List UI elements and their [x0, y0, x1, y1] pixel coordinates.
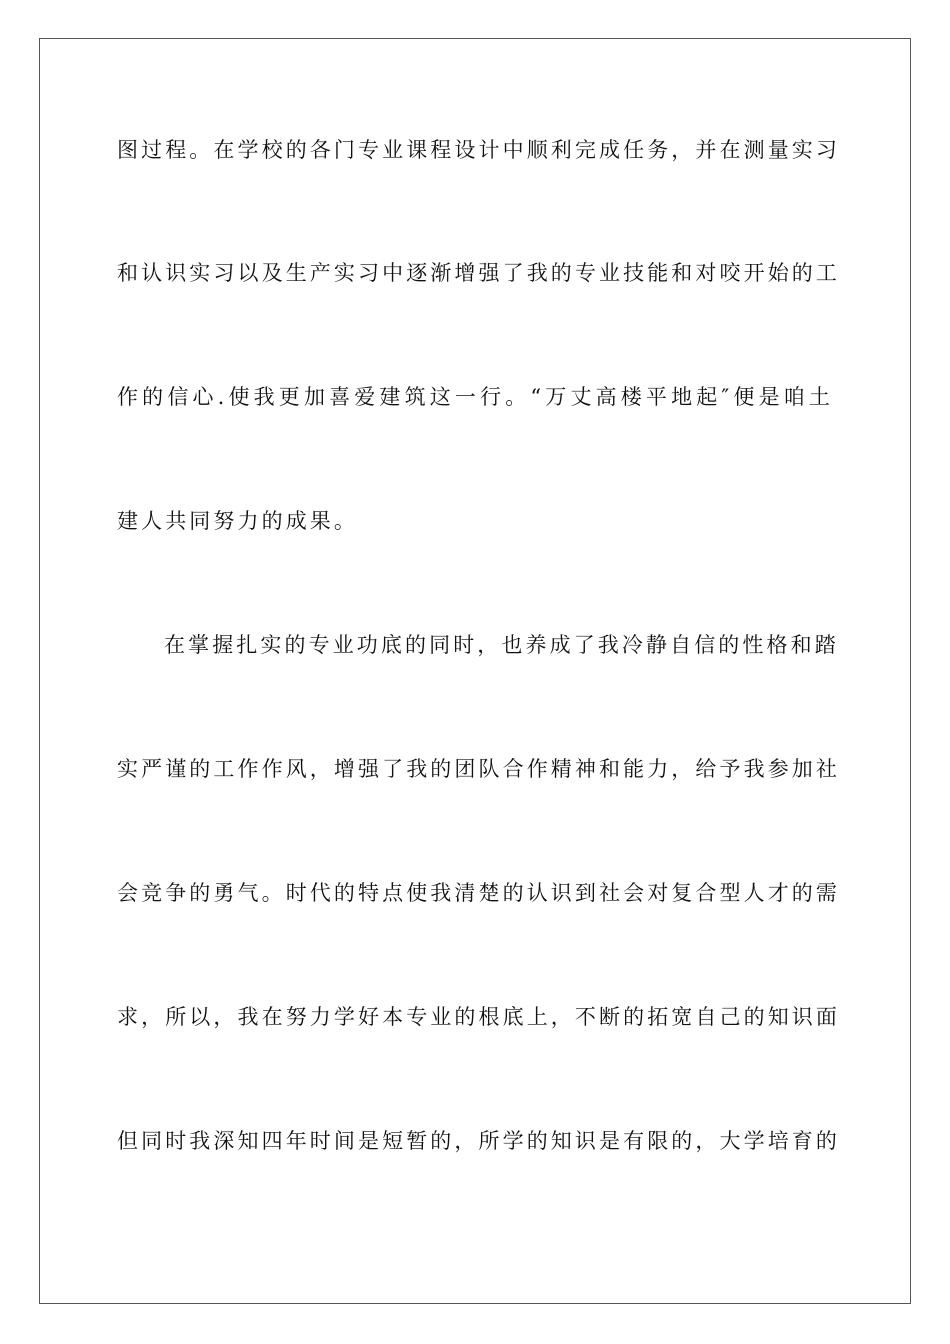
paragraph-line: 求，所以，我在努力学好本专业的根底上，不断的拓宽自己的知识面	[117, 1005, 840, 1029]
paragraph-line: 会竞争的勇气。时代的特点使我清楚的认识到社会对复合型人才的需	[117, 881, 840, 905]
paragraph-line: 建人共同努力的成果。	[117, 509, 358, 533]
paragraph-line: 图过程。在学校的各门专业课程设计中顺利完成任务，并在测量实习	[117, 138, 840, 162]
paragraph-line: 在掌握扎实的专业功底的同时，也养成了我冷静自信的性格和踏	[164, 633, 839, 657]
paragraph-line: 但同时我深知四年时间是短暂的，所学的知识是有限的，大学培育的	[117, 1129, 840, 1153]
paragraph-line: 和认识实习以及生产实习中逐渐增强了我的专业技能和对咬开始的工	[117, 261, 840, 285]
paragraph-line: 实严谨的工作作风，增强了我的团队合作精神和能力，给予我参加社	[117, 757, 840, 781]
page-border	[39, 38, 911, 1304]
paragraph-line: 作的信心.使我更加喜爱建筑这一行。“万丈高楼平地起″便是咱土	[117, 385, 833, 409]
